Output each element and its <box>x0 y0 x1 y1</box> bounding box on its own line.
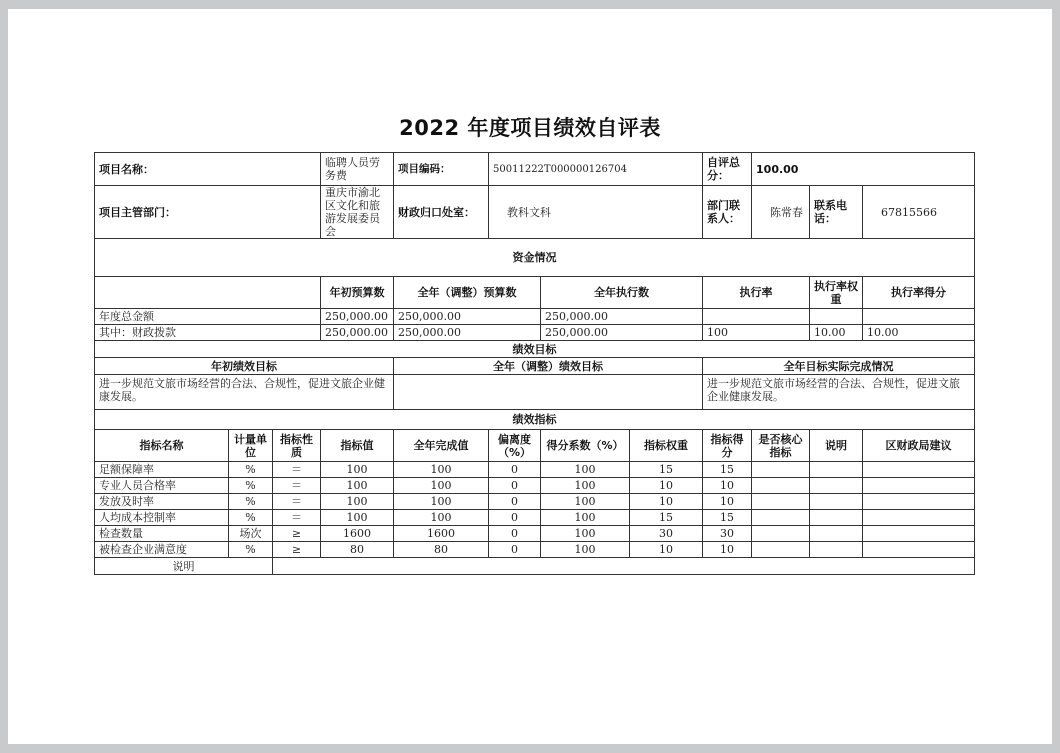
indicator-nature: ＝ <box>273 478 321 494</box>
indicator-core <box>752 462 810 478</box>
indicator-actual: 100 <box>394 494 489 510</box>
indicator-value: 100 <box>321 478 394 494</box>
score-label: 自评总分： <box>703 153 752 186</box>
indicator-name: 被检查企业满意度 <box>95 542 229 558</box>
indicator-header: 说明 <box>810 430 863 462</box>
indicator-actual: 1600 <box>394 526 489 542</box>
indicator-score: 15 <box>703 462 752 478</box>
indicator-unit: % <box>229 478 273 494</box>
indicator-weight: 15 <box>630 462 703 478</box>
indicator-header: 指标权重 <box>630 430 703 462</box>
indicator-header: 计量单位 <box>229 430 273 462</box>
funds-header-row <box>95 277 975 309</box>
indicator-nature: ＝ <box>273 494 321 510</box>
indicator-advice <box>863 510 975 526</box>
indicator-note <box>810 526 863 542</box>
note-label: 说明 <box>95 558 273 575</box>
info-row <box>95 153 975 186</box>
indicator-value: 80 <box>321 542 394 558</box>
indicator-row <box>95 526 975 542</box>
adjusted-goal <box>394 375 703 410</box>
indicator-nature: ＝ <box>273 462 321 478</box>
indicator-unit: % <box>229 462 273 478</box>
funds-header: 执行率 <box>703 277 810 309</box>
indicator-row <box>95 478 975 494</box>
indicator-unit: % <box>229 542 273 558</box>
indicator-value: 100 <box>321 462 394 478</box>
indicator-coef: 100 <box>541 494 630 510</box>
project-name-value: 临聘人员劳务费 <box>321 153 394 186</box>
funds-initial: 250,000.00 <box>321 309 394 325</box>
indicator-core <box>752 478 810 494</box>
indicator-value: 100 <box>321 494 394 510</box>
note-row <box>95 558 975 575</box>
indicator-value: 1600 <box>321 526 394 542</box>
indicator-note <box>810 462 863 478</box>
indicator-note <box>810 510 863 526</box>
indicator-row <box>95 462 975 478</box>
note-value <box>273 558 975 575</box>
indicator-advice <box>863 494 975 510</box>
indicator-coef: 100 <box>541 462 630 478</box>
indicator-score: 15 <box>703 510 752 526</box>
score-value: 100.00 <box>752 153 975 186</box>
funds-header: 全年执行数 <box>541 277 703 309</box>
indicator-row <box>95 494 975 510</box>
project-code-label: 项目编码： <box>394 153 489 186</box>
indicator-row <box>95 510 975 526</box>
project-name-label: 项目名称： <box>95 153 321 186</box>
finance-office-label: 财政归口处室： <box>394 186 489 239</box>
indicator-advice <box>863 462 975 478</box>
dept-value: 重庆市渝北区文化和旅游发展委员会 <box>321 186 394 239</box>
info-row <box>95 186 975 239</box>
funds-adjusted: 250,000.00 <box>394 309 541 325</box>
indicator-score: 10 <box>703 542 752 558</box>
indicator-header: 指标值 <box>321 430 394 462</box>
funds-score: 10.00 <box>863 325 975 341</box>
funds-rate: 100 <box>703 325 810 341</box>
project-code-value: 50011222T000000126704 <box>489 153 703 186</box>
indicator-deviation: 0 <box>489 478 541 494</box>
indicator-score: 10 <box>703 478 752 494</box>
indicator-unit: % <box>229 510 273 526</box>
indicator-deviation: 0 <box>489 494 541 510</box>
contact-label: 部门联系人： <box>703 186 752 239</box>
indicator-advice <box>863 542 975 558</box>
indicator-nature: ≥ <box>273 542 321 558</box>
indicator-header: 全年完成值 <box>394 430 489 462</box>
indicator-score: 30 <box>703 526 752 542</box>
funds-weight: 10.00 <box>810 325 863 341</box>
indicator-actual: 100 <box>394 462 489 478</box>
funds-row <box>95 309 975 325</box>
goals-row <box>95 375 975 410</box>
funds-executed: 250,000.00 <box>541 325 703 341</box>
indicator-name: 人均成本控制率 <box>95 510 229 526</box>
indicator-weight: 10 <box>630 478 703 494</box>
indicator-actual: 100 <box>394 510 489 526</box>
indicator-deviation: 0 <box>489 462 541 478</box>
indicator-header: 区财政局建议 <box>863 430 975 462</box>
indicator-actual: 100 <box>394 478 489 494</box>
dept-label: 项目主管部门： <box>95 186 321 239</box>
contact-value: 陈常春 <box>752 186 810 239</box>
indicator-nature: ≥ <box>273 526 321 542</box>
indicator-row <box>95 542 975 558</box>
indicator-note <box>810 542 863 558</box>
funds-adjusted: 250,000.00 <box>394 325 541 341</box>
goals-header: 全年目标实际完成情况 <box>703 358 975 375</box>
funds-initial: 250,000.00 <box>321 325 394 341</box>
section-row <box>95 410 975 430</box>
indicator-header: 指标名称 <box>95 430 229 462</box>
phone-value: 67815566 <box>863 186 975 239</box>
finance-office-value: 教科文科 <box>489 186 703 239</box>
indicator-core <box>752 542 810 558</box>
indicator-weight: 10 <box>630 542 703 558</box>
indicator-header: 指标性质 <box>273 430 321 462</box>
indicator-coef: 100 <box>541 478 630 494</box>
goals-header: 年初绩效目标 <box>95 358 394 375</box>
goals-header: 全年（调整）绩效目标 <box>394 358 703 375</box>
funds-header: 执行率权重 <box>810 277 863 309</box>
funds-executed: 250,000.00 <box>541 309 703 325</box>
indicator-header: 偏离度（%） <box>489 430 541 462</box>
indicator-core <box>752 494 810 510</box>
indicator-score: 10 <box>703 494 752 510</box>
section-row <box>95 239 975 277</box>
funds-row <box>95 325 975 341</box>
indicator-advice <box>863 526 975 542</box>
indicator-core <box>752 510 810 526</box>
indicator-value: 100 <box>321 510 394 526</box>
indicator-header: 得分系数（%） <box>541 430 630 462</box>
indicator-name: 足额保障率 <box>95 462 229 478</box>
indicator-name: 专业人员合格率 <box>95 478 229 494</box>
indicator-core <box>752 526 810 542</box>
funds-header: 全年（调整）预算数 <box>394 277 541 309</box>
goals-header-row <box>95 358 975 375</box>
indicator-name: 发放及时率 <box>95 494 229 510</box>
indicator-coef: 100 <box>541 542 630 558</box>
indicator-coef: 100 <box>541 510 630 526</box>
indicator-note <box>810 478 863 494</box>
indicator-coef: 100 <box>541 526 630 542</box>
funds-score <box>863 309 975 325</box>
indicator-unit: 场次 <box>229 526 273 542</box>
indicator-unit: % <box>229 494 273 510</box>
indicator-header: 指标得分 <box>703 430 752 462</box>
funds-header: 执行率得分 <box>863 277 975 309</box>
indicator-weight: 15 <box>630 510 703 526</box>
indicator-weight: 10 <box>630 494 703 510</box>
section-row <box>95 341 975 358</box>
phone-label: 联系电话： <box>810 186 863 239</box>
actual-goal: 进一步规范文旅市场经营的合法、合规性，促进文旅企业健康发展。 <box>703 375 975 410</box>
indicator-advice <box>863 478 975 494</box>
funds-weight <box>810 309 863 325</box>
indicators-header-row <box>95 430 975 462</box>
funds-rate <box>703 309 810 325</box>
indicator-actual: 80 <box>394 542 489 558</box>
indicator-deviation: 0 <box>489 526 541 542</box>
indicators-section-title: 绩效指标 <box>95 410 975 430</box>
initial-goal: 进一步规范文旅市场经营的合法、合规性，促进文旅企业健康发展。 <box>95 375 394 410</box>
indicator-header: 是否核心指标 <box>752 430 810 462</box>
indicator-name: 检查数量 <box>95 526 229 542</box>
page-title: 2022 年度项目绩效自评表 <box>399 116 661 140</box>
indicator-weight: 30 <box>630 526 703 542</box>
funds-row-label: 年度总金额 <box>95 309 321 325</box>
indicator-note <box>810 494 863 510</box>
indicator-nature: ＝ <box>273 510 321 526</box>
goals-section-title: 绩效目标 <box>95 341 975 358</box>
indicator-deviation: 0 <box>489 542 541 558</box>
funds-section-title: 资金情况 <box>95 239 975 277</box>
funds-row-label: 其中：财政拨款 <box>95 325 321 341</box>
funds-header: 年初预算数 <box>321 277 394 309</box>
funds-header-blank <box>95 277 321 309</box>
indicator-deviation: 0 <box>489 510 541 526</box>
evaluation-table <box>94 152 975 575</box>
